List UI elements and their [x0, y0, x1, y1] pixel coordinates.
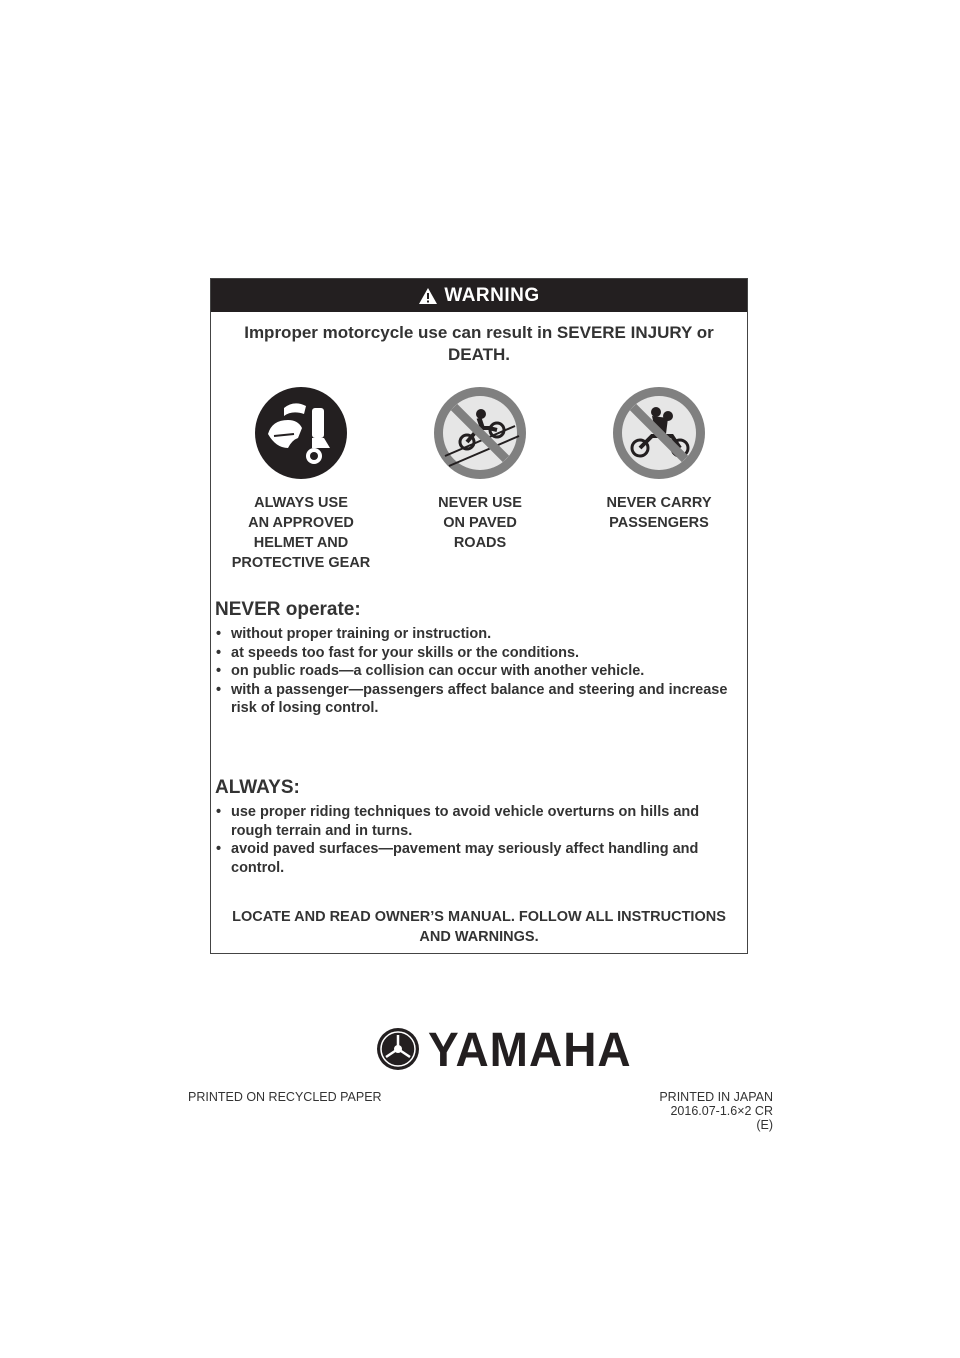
tuning-fork-emblem-icon	[376, 1027, 420, 1071]
no-paved-road-icon	[433, 386, 527, 480]
caption-line: PASSENGERS	[609, 515, 709, 531]
print-code: 2016.07-1.6×2 CR	[670, 1104, 773, 1118]
caption-line: NEVER USE	[438, 495, 522, 511]
caption-line: ALWAYS USE	[254, 495, 348, 511]
pictogram-no-paved-roads	[390, 386, 570, 553]
warning-bar	[211, 279, 747, 312]
brand-wordmark: YAMAHA	[428, 1021, 632, 1077]
caption-line: NEVER CARRY	[606, 495, 712, 511]
print-country: PRINTED IN JAPAN	[659, 1090, 773, 1104]
warning-headline: Improper motorcycle use can result in SEVERE INJURY or DEATH.	[244, 323, 714, 364]
always-heading: ALWAYS:	[215, 777, 300, 798]
pictogram-caption-passengers	[569, 493, 749, 533]
helmet-gear-icon	[254, 386, 348, 480]
manual-notice: LOCATE AND READ OWNER’S MANUAL. FOLLOW ALL INSTRUCTIONS AND WARNINGS.	[232, 909, 726, 945]
list-item: • avoid paved surfaces—pavement may seriously affect handling and control.	[215, 840, 737, 877]
caption-line: PROTECTIVE GEAR	[231, 555, 371, 571]
pictogram-no-passengers	[569, 386, 749, 533]
pictogram-caption-roads	[390, 493, 570, 553]
pictogram-caption-gear	[211, 493, 391, 573]
caption-line: ROADS	[453, 535, 507, 551]
no-passenger-icon	[612, 386, 706, 480]
recycled-paper-note: PRINTED ON RECYCLED PAPER	[188, 1090, 382, 1104]
list-item: • with a passenger—passengers affect balance and steering and increase risk of losing control.	[215, 681, 737, 718]
warning-triangle-icon	[418, 287, 438, 305]
never-heading: NEVER operate:	[215, 599, 361, 620]
warning-label-box	[210, 278, 748, 954]
pictogram-row	[211, 386, 747, 576]
list-item: • at speeds too fast for your skills or the conditions.	[215, 644, 737, 663]
list-item: • use proper riding techniques to avoid vehicle overturns on hills and rough terrain and in turns.	[215, 803, 737, 840]
print-edition: (E)	[756, 1118, 773, 1132]
never-list	[215, 625, 737, 718]
never-operate-section	[215, 599, 737, 718]
list-item: • on public roads—a collision can occur with another vehicle.	[215, 662, 737, 681]
yamaha-logo	[376, 1021, 632, 1077]
caption-line: AN APPROVED	[248, 515, 354, 531]
caption-line: HELMET AND	[253, 535, 349, 551]
pictogram-protective-gear	[211, 386, 391, 573]
list-item: • without proper training or instruction.	[215, 625, 737, 644]
always-section	[215, 777, 737, 877]
warning-title: WARNING	[444, 284, 540, 306]
always-list	[215, 803, 737, 877]
caption-line: ON PAVED	[443, 515, 517, 531]
